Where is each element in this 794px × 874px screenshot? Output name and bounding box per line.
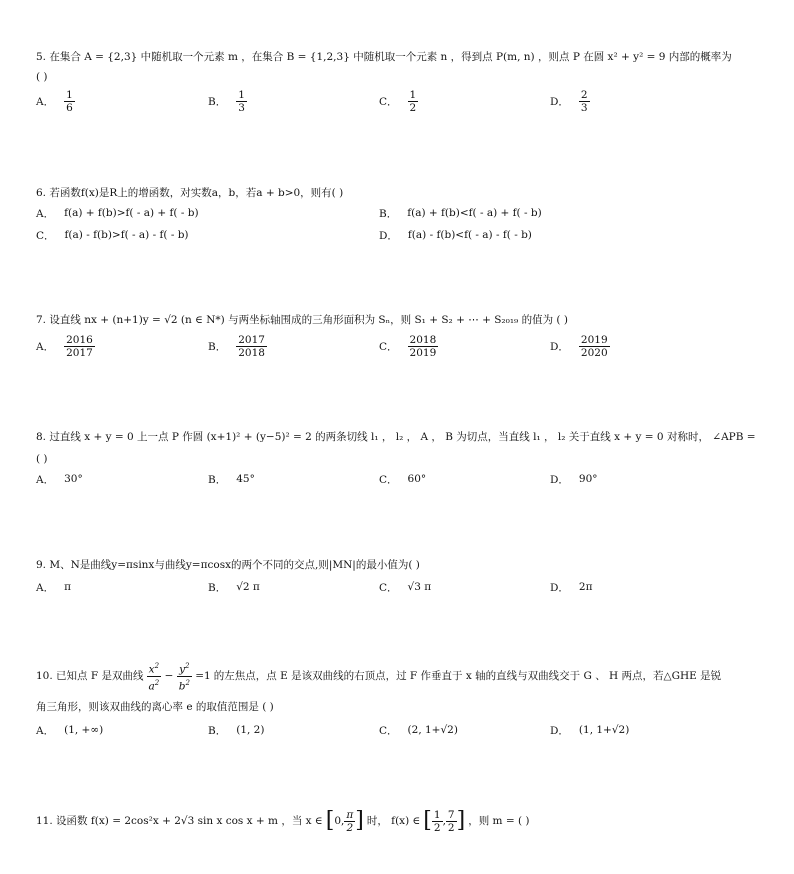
question-8-paren: ( ) xyxy=(36,453,48,465)
option-a[interactable]: A． 30° xyxy=(36,473,83,486)
interval-1: [ 0, $\frac{\pi}{2}$ ] xyxy=(325,808,364,834)
option-b[interactable]: B． √2 π xyxy=(208,581,260,594)
question-10 xyxy=(36,660,770,740)
option-d[interactable]: D． 90° xyxy=(550,473,598,486)
question-5-paren: ( ) xyxy=(36,71,48,83)
option-a[interactable]: A． (1, +∞) xyxy=(36,724,104,737)
option-c[interactable]: C． 60° xyxy=(379,473,427,486)
option-a[interactable]: A． $\frac{1}{6}$ xyxy=(36,88,73,114)
option-a[interactable]: A． f(a) + f(b)>f( - a) + f( - b) xyxy=(36,207,199,220)
question-6 xyxy=(36,186,770,244)
option-d[interactable]: D． 2π xyxy=(550,581,593,594)
option-a[interactable]: A． $\frac{2016}{2017}$ xyxy=(36,333,93,359)
question-9-stem: 9. M、N是曲线y=πsinx与曲线y=πcosx的两个不同的交点,则|MN|的最小值为( ) xyxy=(36,559,420,571)
question-9 xyxy=(36,558,770,596)
option-b[interactable]: B． f(a) + f(b)<f( - a) + f( - b) xyxy=(379,207,542,220)
option-c[interactable]: C． $\frac{2018}{2019}$ xyxy=(379,333,437,359)
option-c[interactable]: C． $\frac{1}{2}$ xyxy=(379,88,417,114)
question-10-stem-line2: 角三角形，则该双曲线的离心率 e 的取值范围是 ( ) xyxy=(36,701,274,713)
question-8 xyxy=(36,430,770,488)
question-11 xyxy=(36,804,770,838)
question-6-stem: 6. 若函数f(x)是R上的增函数，对实数a，b，若a + b>0，则有( ) xyxy=(36,187,344,199)
option-d[interactable]: D． f(a) - f(b)<f( - a) - f( - b) xyxy=(379,229,532,242)
option-c[interactable]: C． f(a) - f(b)>f( - a) - f( - b) xyxy=(36,229,189,242)
hyperbola-equation: $\frac{x^2}{a^2}$ − $\frac{y^2}{b^2}$ =1 xyxy=(148,662,211,692)
option-b[interactable]: B． $\frac{1}{3}$ xyxy=(208,88,245,114)
option-d[interactable]: D． (1, 1+√2) xyxy=(550,724,630,737)
question-7-stem: 7. 设直线 nx + (n+1)y = √2 (n ∈ N*) 与两坐标轴围成的三角形面积为 Sₙ，则 S₁ + S₂ + ⋯ + S₂₀₁₉ 的值为 ( ) xyxy=(36,314,568,326)
question-11-stem: 11. 设函数 f(x) = 2cos²x + 2√3 sin x cos x + m ，当 x ∈ [ 0, $\frac{\pi}{2}$ ] 时， f(x) ∈ [ $\frac{1}{2}$ , $\frac{7}{2}$ ] ，则 m = ( ) xyxy=(36,808,530,834)
question-7 xyxy=(36,313,770,361)
option-a[interactable]: A． π xyxy=(36,581,71,594)
interval-2: [ $\frac{1}{2}$ , $\frac{7}{2}$ ] xyxy=(423,808,466,834)
option-c[interactable]: C． (2, 1+√2) xyxy=(379,724,458,737)
option-b[interactable]: B． $\frac{2017}{2018}$ xyxy=(208,333,265,359)
option-b[interactable]: B． (1, 2) xyxy=(208,724,265,737)
question-10-stem: 10. 已知点 F 是双曲线 $\frac{x^2}{a^2}$ − $\frac{y^2}{b^2}$ =1 的左焦点，点 E 是该双曲线的右顶点，过 F 作垂直于 x 轴的直线与双曲线交于 G 、 H 两点，若△GHE 是锐 xyxy=(36,662,722,692)
question-5 xyxy=(36,50,770,116)
option-d[interactable]: D． $\frac{2019}{2020}$ xyxy=(550,333,608,359)
option-d[interactable]: D． $\frac{2}{3}$ xyxy=(550,88,588,114)
option-b[interactable]: B． 45° xyxy=(208,473,255,486)
option-c[interactable]: C． √3 π xyxy=(379,581,432,594)
question-8-stem: 8. 过直线 x + y = 0 上一点 P 作圆 (x+1)² + (y−5)² = 2 的两条切线 l₁ ， l₂ ， A ， B 为切点，当直线 l₁ ， l₂ 关于直线 x + y = 0 对称时， ∠APB = xyxy=(36,431,756,443)
question-5-stem: 5. 在集合 A = {2,3} 中随机取一个元素 m ，在集合 B = {1,2,3} 中随机取一个元素 n ，得到点 P(m, n) ，则点 P 在圆 x² + y² = 9 内部的概率为 xyxy=(36,51,732,63)
